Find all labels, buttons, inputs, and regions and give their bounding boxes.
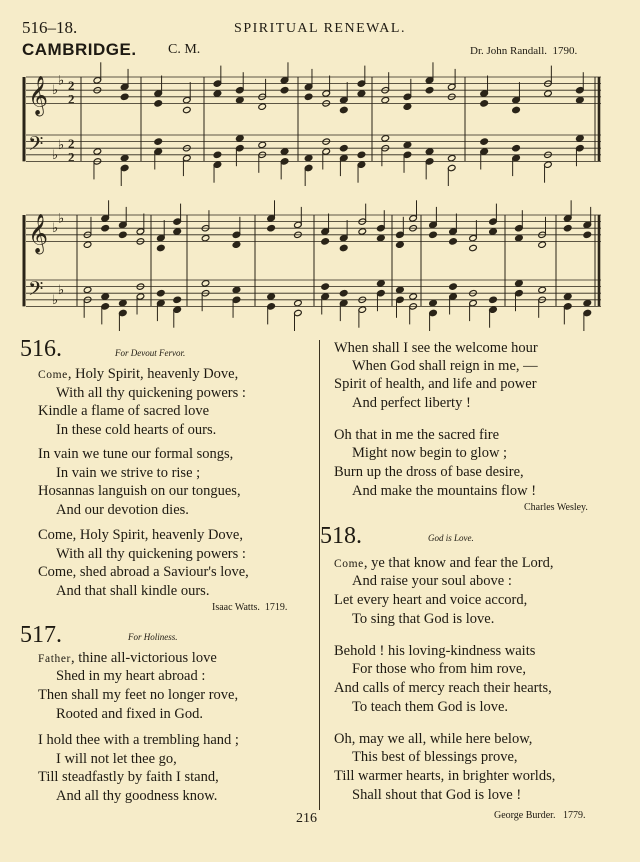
verse-line: Shed in my heart abroad :	[56, 668, 206, 684]
verse-line: To sing that God is love.	[352, 611, 495, 627]
treble-clef-icon: 𝄞	[28, 213, 49, 254]
note-head	[576, 135, 585, 142]
flat-sign-icon: ♭	[52, 83, 59, 99]
note-head	[583, 299, 592, 306]
verse-line: And all thy goodness know.	[56, 788, 218, 804]
note-head	[280, 87, 289, 94]
note-head	[403, 103, 412, 110]
note-head	[403, 141, 412, 148]
verse-text: , thine all-victorious love	[70, 650, 217, 666]
column-divider	[319, 340, 320, 810]
note-head	[538, 286, 547, 293]
note-head	[120, 154, 129, 161]
hymn-number-518: 518.	[320, 523, 362, 549]
hymn-title-518: God is Love.	[428, 533, 474, 543]
note-head	[447, 154, 456, 161]
verse-line: Come, shed abroad a Saviour's love,	[38, 564, 249, 580]
author-name: George Burder.	[494, 810, 556, 821]
author-year: 1719.	[264, 602, 288, 613]
note-head	[357, 90, 366, 97]
note-head	[236, 135, 245, 142]
hymn-author-518	[494, 810, 585, 821]
note-head	[544, 90, 553, 97]
verse-line: In these cold hearts of ours.	[56, 422, 217, 438]
note-head	[340, 145, 349, 152]
note-head	[258, 141, 267, 148]
note-head	[183, 106, 192, 113]
flat-sign-icon: ♭	[58, 282, 65, 298]
note-head	[119, 231, 128, 238]
note-head	[512, 106, 521, 113]
note-head	[173, 296, 182, 303]
note-head	[258, 103, 267, 110]
hymn-title-517: For Holiness.	[128, 632, 178, 642]
note-head	[321, 283, 330, 290]
note-head	[489, 296, 498, 303]
verse-line: I will not let thee go,	[56, 751, 177, 767]
verse-line: This best of blessings prove,	[352, 749, 518, 765]
note-head	[157, 244, 166, 251]
verse-line: Then shall my feet no longer rove,	[38, 687, 239, 703]
note-head	[120, 93, 129, 100]
note-head	[340, 106, 349, 113]
hymn-number-516: 516.	[20, 336, 62, 362]
note-head	[583, 231, 592, 238]
note-head	[480, 100, 489, 107]
verse-line: Behold ! his loving-kindness waits	[334, 643, 536, 659]
note-head	[154, 138, 163, 145]
note-head	[294, 299, 303, 306]
note-head	[538, 241, 547, 248]
note-head	[119, 299, 128, 306]
note-head	[213, 90, 222, 97]
note-head	[232, 241, 241, 248]
note-head	[93, 148, 102, 155]
verse-line: I hold thee with a trembling hand ;	[38, 732, 239, 748]
note-head	[232, 286, 241, 293]
author-name: Isaac Watts.	[212, 602, 260, 613]
note-head	[154, 100, 163, 107]
note-head	[512, 145, 521, 152]
verse-line: Let every heart and voice accord,	[334, 592, 528, 608]
page-number: 216	[296, 811, 317, 826]
verse-line	[38, 366, 238, 383]
hymn-range: 516–18.	[22, 18, 78, 37]
flat-sign-icon: ♭	[52, 147, 59, 163]
note-head	[83, 241, 92, 248]
verse-line	[38, 650, 217, 667]
note-head	[267, 293, 276, 300]
music-score	[0, 0, 640, 340]
note-head	[267, 225, 276, 232]
verse-line: Till steadfastly by faith I stand,	[38, 769, 219, 785]
note-head	[480, 138, 489, 145]
note-head	[357, 151, 366, 158]
verse-line: Oh that in me the sacred fire	[334, 427, 500, 443]
verse-line: Hosannas languish on our tongues,	[38, 483, 241, 499]
verse-line: Rooted and fixed in God.	[56, 706, 203, 722]
verse-line: With all thy quickening powers :	[56, 546, 246, 562]
verse-line: Might now begin to glow ;	[352, 445, 508, 461]
treble-clef-icon: 𝄞	[28, 75, 49, 116]
note-head	[101, 225, 110, 232]
verse-text: , Holy Spirit, heavenly Dove,	[67, 366, 239, 382]
note-head	[201, 280, 210, 287]
verse-line: Oh, may we all, while here below,	[334, 731, 533, 747]
note-head	[429, 231, 438, 238]
tune-meter: C. M.	[168, 42, 201, 57]
verse-line: Kindle a flame of sacred love	[38, 403, 210, 419]
note-head	[83, 286, 92, 293]
note-head	[563, 225, 572, 232]
note-head	[173, 228, 182, 235]
hymn-number-517: 517.	[20, 622, 62, 648]
composer-year: 1790.	[552, 45, 578, 57]
note-head	[425, 148, 434, 155]
note-head	[304, 154, 313, 161]
verse-line: And perfect liberty !	[352, 395, 471, 411]
flat-sign-icon: ♭	[52, 292, 59, 308]
verse-line: Come, Holy Spirit, heavenly Dove,	[38, 527, 243, 543]
verse-line: And make the mountains flow !	[352, 483, 537, 499]
verse-line: Spirit of health, and life and power	[334, 376, 537, 392]
verse-line: And calls of mercy reach their hearts,	[334, 680, 552, 696]
verse-dropcap: Come	[334, 558, 364, 570]
note-head	[449, 283, 458, 290]
bass-clef-icon: 𝄢	[28, 276, 44, 305]
flat-sign-icon: ♭	[58, 137, 65, 153]
note-head	[381, 96, 390, 103]
time-signature-digit: 2	[68, 149, 75, 165]
note-head	[515, 234, 524, 241]
note-head	[321, 238, 330, 245]
note-head	[339, 244, 348, 251]
hymn-author-517: Charles Wesley.	[524, 502, 588, 513]
note-head	[157, 290, 166, 297]
tune-name: CAMBRIDGE.	[22, 40, 137, 59]
note-head	[396, 241, 405, 248]
verse-line: In vain we tune our formal songs,	[38, 446, 234, 462]
section-title: SPIRITUAL RENEWAL.	[234, 21, 406, 36]
note-head	[236, 96, 245, 103]
verse-line: And our devotion dies.	[56, 502, 189, 518]
note-head	[280, 148, 289, 155]
note-head	[377, 280, 386, 287]
hymn-title-516: For Devout Fervor.	[115, 348, 186, 358]
note-head	[515, 280, 524, 287]
note-head	[409, 293, 418, 300]
flat-sign-icon: ♭	[58, 73, 65, 89]
note-head	[201, 234, 210, 241]
note-head	[381, 135, 390, 142]
time-signature-digit: 2	[68, 78, 75, 94]
note-head	[101, 293, 110, 300]
author-year: 1779.	[562, 810, 586, 821]
time-signature-digit: 2	[68, 91, 75, 107]
flat-sign-icon: ♭	[52, 221, 59, 237]
verse-line: Shall shout that God is love !	[352, 787, 522, 803]
time-signature-digit: 2	[68, 136, 75, 152]
verse-line: When God shall reign in me, —	[352, 358, 538, 374]
verse-line: To teach them God is love.	[352, 699, 509, 715]
note-head	[429, 299, 438, 306]
verse-line: For those who from him rove,	[352, 661, 526, 677]
verse-line: With all thy quickening powers :	[56, 385, 246, 401]
note-head	[563, 293, 572, 300]
note-head	[576, 96, 585, 103]
composer-name: Dr. John Randall.	[470, 45, 547, 57]
verse-line	[334, 555, 554, 572]
note-head	[425, 87, 434, 94]
flat-sign-icon: ♭	[58, 211, 65, 227]
verse-line: When shall I see the welcome hour	[334, 340, 538, 356]
note-head	[377, 234, 386, 241]
verse-dropcap: Come	[38, 369, 68, 381]
hymn-author-516	[212, 602, 287, 613]
verse-line: And that shall kindle ours.	[56, 583, 210, 599]
note-head	[213, 151, 222, 158]
verse-line: In vain we strive to rise ;	[56, 465, 201, 481]
note-head	[489, 228, 498, 235]
verse-dropcap: Father	[38, 653, 71, 665]
note-head	[469, 244, 478, 251]
verse-text: , ye that know and fear the Lord,	[363, 555, 554, 571]
note-head	[304, 93, 313, 100]
note-head	[449, 238, 458, 245]
note-head	[358, 228, 367, 235]
note-head	[339, 290, 348, 297]
verse-line: Burn up the dross of base desire,	[334, 464, 524, 480]
verse-line: Till warmer hearts, in brighter worlds,	[334, 768, 556, 784]
bass-clef-icon: 𝄢	[28, 131, 44, 160]
verse-line: And raise your soul above :	[352, 573, 512, 589]
note-head	[396, 286, 405, 293]
